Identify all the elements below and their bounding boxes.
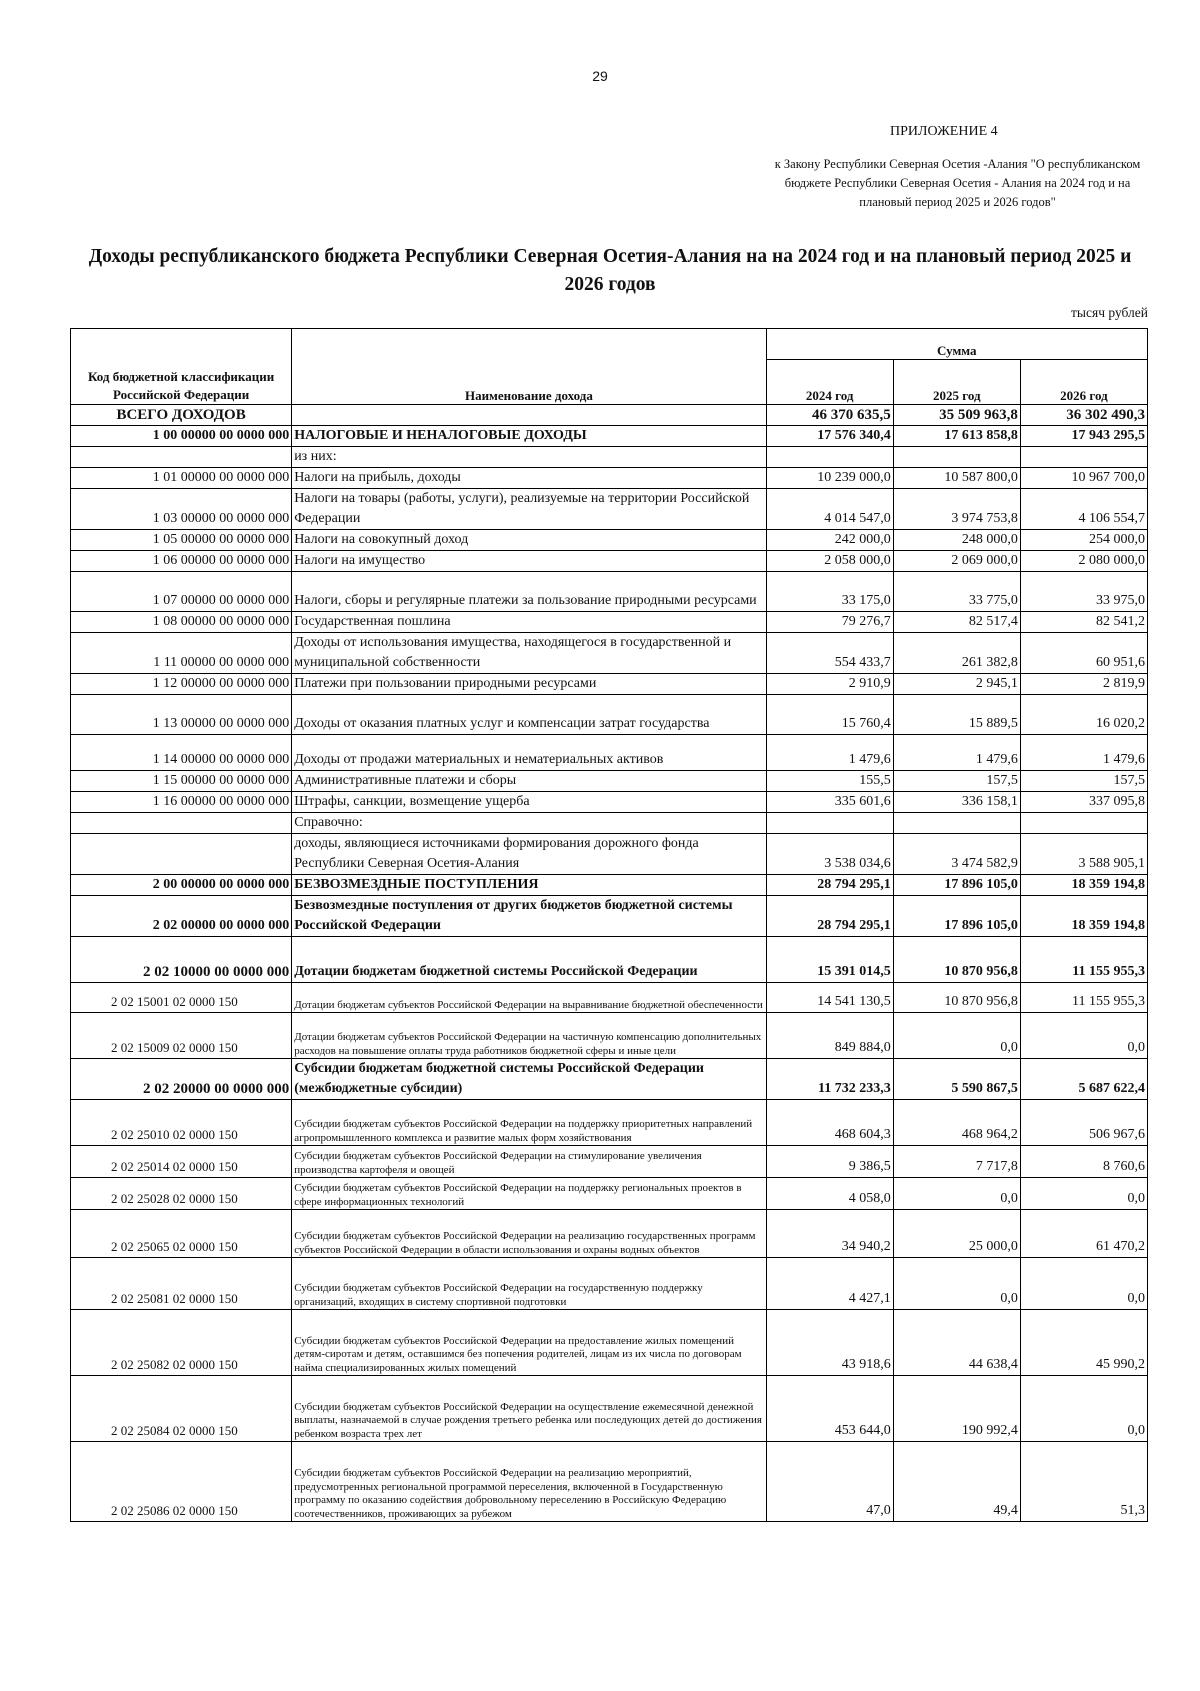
- cell-code: 1 16 00000 00 0000 000: [71, 792, 292, 813]
- cell-code: 2 02 25082 02 0000 150: [71, 1310, 292, 1376]
- cell-code: 2 02 15009 02 0000 150: [71, 1013, 292, 1059]
- cell-2024: 2 058 000,0: [766, 551, 893, 572]
- cell-code: 2 02 25084 02 0000 150: [71, 1376, 292, 1442]
- cell-2025: 157,5: [893, 771, 1020, 792]
- cell-2024: 468 604,3: [766, 1100, 893, 1146]
- cell-2024: 9 386,5: [766, 1146, 893, 1178]
- cell-name: Доходы от продажи материальных и нематериальных активов: [292, 735, 766, 771]
- cell-2026: 337 095,8: [1020, 792, 1147, 813]
- cell-2024: 453 644,0: [766, 1376, 893, 1442]
- cell-2024: 3 538 034,6: [766, 834, 893, 875]
- cell-2025: 10 587 800,0: [893, 468, 1020, 489]
- cell-name: Субсидии бюджетам бюджетной системы Российской Федерации (межбюджетные субсидии): [292, 1059, 766, 1100]
- cell-name: Субсидии бюджетам субъектов Российской Федерации на государственную поддержку организаций, входящих в систему спортивной подготовки: [292, 1258, 766, 1310]
- cell-name: Дотации бюджетам субъектов Российской Федерации на выравнивание бюджетной обеспеченности: [292, 983, 766, 1013]
- cell-2026: 1 479,6: [1020, 735, 1147, 771]
- cell-2026: 61 470,2: [1020, 1210, 1147, 1258]
- cell-2025: 3 974 753,8: [893, 489, 1020, 530]
- cell-2025: 17 896 105,0: [893, 875, 1020, 896]
- header-year-2024: 2024 год: [766, 360, 893, 405]
- cell-2025: 1 479,6: [893, 735, 1020, 771]
- table-row: [71, 1210, 1148, 1258]
- cell-name: из них:: [292, 447, 766, 468]
- cell-2024: 28 794 295,1: [766, 896, 893, 937]
- table-row: [71, 551, 1148, 572]
- cell-code: [71, 447, 292, 468]
- cell-2024: 15 391 014,5: [766, 937, 893, 983]
- cell-name: Дотации бюджетам субъектов Российской Федерации на частичную компенсацию дополнительных расходов на повышение оплаты труда работников бюджетной сферы и иные цели: [292, 1013, 766, 1059]
- cell-2026: 3 588 905,1: [1020, 834, 1147, 875]
- cell-2024: 10 239 000,0: [766, 468, 893, 489]
- cell-2025: 82 517,4: [893, 612, 1020, 633]
- cell-2024: 1 479,6: [766, 735, 893, 771]
- table-row: [71, 937, 1148, 983]
- table-row: [71, 405, 1148, 426]
- cell-code: [71, 813, 292, 834]
- cell-code: 2 02 25086 02 0000 150: [71, 1442, 292, 1522]
- table-row: [71, 674, 1148, 695]
- cell-2026: 0,0: [1020, 1013, 1147, 1059]
- table-row: [71, 813, 1148, 834]
- cell-name: Субсидии бюджетам субъектов Российской Федерации на осуществление ежемесячной денежной выплаты, назначаемой в случае рождения третьего ребенка или последующих детей до достижения ребенком возраста трех лет: [292, 1376, 766, 1442]
- cell-2024: [766, 447, 893, 468]
- cell-2024: 46 370 635,5: [766, 405, 893, 426]
- table-row: [71, 426, 1148, 447]
- cell-2026: [1020, 813, 1147, 834]
- cell-2026: 0,0: [1020, 1178, 1147, 1210]
- cell-2025: 2 945,1: [893, 674, 1020, 695]
- cell-2026: [1020, 447, 1147, 468]
- cell-name: Административные платежи и сборы: [292, 771, 766, 792]
- cell-2026: 18 359 194,8: [1020, 875, 1147, 896]
- cell-2024: 17 576 340,4: [766, 426, 893, 447]
- cell-code: 1 08 00000 00 0000 000: [71, 612, 292, 633]
- table-row: [71, 875, 1148, 896]
- cell-name: Субсидии бюджетам субъектов Российской Федерации на предоставление жилых помещений детям-сиротам и детям, оставшимся без попечения родителей, лицам из их числа по договорам найма специализированных жилых помещений: [292, 1310, 766, 1376]
- cell-code: 2 02 25010 02 0000 150: [71, 1100, 292, 1146]
- cell-name: Субсидии бюджетам субъектов Российской Федерации на реализацию мероприятий, предусмотренных региональной программой переселения, включенной в Государственную программу по оказанию содействия добровольному переселению в Российскую Федерацию соотечественников, проживающих за рубежом: [292, 1442, 766, 1522]
- cell-2024: 15 760,4: [766, 695, 893, 735]
- cell-code: 2 02 20000 00 0000 000: [71, 1059, 292, 1100]
- table-row: [71, 468, 1148, 489]
- cell-2025: 5 590 867,5: [893, 1059, 1020, 1100]
- cell-2025: 10 870 956,8: [893, 983, 1020, 1013]
- table-row: [71, 1310, 1148, 1376]
- cell-name: Штрафы, санкции, возмещение ущерба: [292, 792, 766, 813]
- table-row: [71, 633, 1148, 674]
- cell-2024: 242 000,0: [766, 530, 893, 551]
- cell-name: НАЛОГОВЫЕ И НЕНАЛОГОВЫЕ ДОХОДЫ: [292, 426, 766, 447]
- cell-name: Налоги на прибыль, доходы: [292, 468, 766, 489]
- cell-2026: 60 951,6: [1020, 633, 1147, 674]
- cell-name: Справочно:: [292, 813, 766, 834]
- cell-2025: 0,0: [893, 1258, 1020, 1310]
- table-row: [71, 447, 1148, 468]
- cell-2025: [893, 813, 1020, 834]
- cell-code: 1 05 00000 00 0000 000: [71, 530, 292, 551]
- cell-code: 1 14 00000 00 0000 000: [71, 735, 292, 771]
- cell-2025: 49,4: [893, 1442, 1020, 1522]
- cell-2024: 79 276,7: [766, 612, 893, 633]
- cell-2026: 2 080 000,0: [1020, 551, 1147, 572]
- cell-2025: 25 000,0: [893, 1210, 1020, 1258]
- table-row: [71, 1178, 1148, 1210]
- cell-2026: 17 943 295,5: [1020, 426, 1147, 447]
- cell-name: Субсидии бюджетам субъектов Российской Федерации на поддержку региональных проектов в сфере информационных технологий: [292, 1178, 766, 1210]
- cell-2024: 155,5: [766, 771, 893, 792]
- cell-name: Субсидии бюджетам субъектов Российской Федерации на поддержку приоритетных направлений агропромышленного комплекса и развитие малых форм хозяйствования: [292, 1100, 766, 1146]
- cell-name: [292, 405, 766, 426]
- cell-2025: 17 613 858,8: [893, 426, 1020, 447]
- cell-2024: 11 732 233,3: [766, 1059, 893, 1100]
- appendix-label: ПРИЛОЖЕНИЕ 4: [890, 124, 998, 139]
- cell-2024: 34 940,2: [766, 1210, 893, 1258]
- header-sum: Сумма: [766, 329, 1147, 360]
- table-row: [71, 1258, 1148, 1310]
- table-row: [71, 792, 1148, 813]
- table-row: [71, 896, 1148, 937]
- cell-code: 2 02 25065 02 0000 150: [71, 1210, 292, 1258]
- table-row: [71, 834, 1148, 875]
- table-row: [71, 572, 1148, 612]
- header-year-2026: 2026 год: [1020, 360, 1147, 405]
- header-code: Код бюджетной классификации Российской Федерации: [71, 329, 292, 405]
- revenue-table: [70, 328, 1148, 1522]
- cell-code: 2 00 00000 00 0000 000: [71, 875, 292, 896]
- cell-2025: 35 509 963,8: [893, 405, 1020, 426]
- cell-2025: 0,0: [893, 1013, 1020, 1059]
- table-row: [71, 1146, 1148, 1178]
- cell-2026: 8 760,6: [1020, 1146, 1147, 1178]
- header-name: Наименование дохода: [292, 329, 766, 405]
- cell-2025: [893, 447, 1020, 468]
- table-row: [71, 771, 1148, 792]
- cell-code: 1 00 00000 00 0000 000: [71, 426, 292, 447]
- cell-2025: 17 896 105,0: [893, 896, 1020, 937]
- cell-2025: 15 889,5: [893, 695, 1020, 735]
- cell-2026: 36 302 490,3: [1020, 405, 1147, 426]
- appendix-text: к Закону Республики Северная Осетия -Алания "О республиканском бюджете Республики Северная Осетия - Алания на 2024 год и на плановый период 2025 и 2026 годов": [774, 157, 1141, 209]
- cell-2024: 2 910,9: [766, 674, 893, 695]
- cell-2025: 33 775,0: [893, 572, 1020, 612]
- cell-code: 2 02 00000 00 0000 000: [71, 896, 292, 937]
- units-label: тысяч рублей: [1071, 305, 1148, 320]
- document-title: Доходы республиканского бюджета Республики Северная Осетия-Алания на на 2024 год и на плановый период 2025 и 2026 годов: [88, 246, 1132, 295]
- cell-code: 2 02 25014 02 0000 150: [71, 1146, 292, 1178]
- table-row: [71, 1442, 1148, 1522]
- cell-code: [71, 834, 292, 875]
- cell-code: 2 02 25081 02 0000 150: [71, 1258, 292, 1310]
- cell-2025: 2 069 000,0: [893, 551, 1020, 572]
- cell-2025: 336 158,1: [893, 792, 1020, 813]
- table-row: [71, 489, 1148, 530]
- cell-2026: 51,3: [1020, 1442, 1147, 1522]
- cell-2026: 2 819,9: [1020, 674, 1147, 695]
- cell-2025: 248 000,0: [893, 530, 1020, 551]
- cell-2025: 3 474 582,9: [893, 834, 1020, 875]
- cell-name: Налоги на имущество: [292, 551, 766, 572]
- cell-name: Субсидии бюджетам субъектов Российской Федерации на стимулирование увеличения производства картофеля и овощей: [292, 1146, 766, 1178]
- cell-name: Доходы от использования имущества, находящегося в государственной и муниципальной собственности: [292, 633, 766, 674]
- table-row: [71, 612, 1148, 633]
- cell-2025: 7 717,8: [893, 1146, 1020, 1178]
- cell-2025: 44 638,4: [893, 1310, 1020, 1376]
- table-row: [71, 695, 1148, 735]
- cell-2024: 4 427,1: [766, 1258, 893, 1310]
- cell-name: БЕЗВОЗМЕЗДНЫЕ ПОСТУПЛЕНИЯ: [292, 875, 766, 896]
- cell-2026: 11 155 955,3: [1020, 983, 1147, 1013]
- cell-2024: 849 884,0: [766, 1013, 893, 1059]
- cell-code: ВСЕГО ДОХОДОВ: [71, 405, 292, 426]
- cell-code: 2 02 25028 02 0000 150: [71, 1178, 292, 1210]
- cell-name: Платежи при пользовании природными ресурсами: [292, 674, 766, 695]
- table-row: [71, 983, 1148, 1013]
- cell-name: Дотации бюджетам бюджетной системы Российской Федерации: [292, 937, 766, 983]
- cell-2024: 28 794 295,1: [766, 875, 893, 896]
- cell-code: 2 02 15001 02 0000 150: [71, 983, 292, 1013]
- cell-2024: 4 014 547,0: [766, 489, 893, 530]
- cell-name: Государственная пошлина: [292, 612, 766, 633]
- cell-2026: 0,0: [1020, 1258, 1147, 1310]
- cell-2026: 18 359 194,8: [1020, 896, 1147, 937]
- cell-code: 1 01 00000 00 0000 000: [71, 468, 292, 489]
- cell-2024: 335 601,6: [766, 792, 893, 813]
- cell-name: Налоги, сборы и регулярные платежи за пользование природными ресурсами: [292, 572, 766, 612]
- cell-code: 1 13 00000 00 0000 000: [71, 695, 292, 735]
- cell-2026: 157,5: [1020, 771, 1147, 792]
- cell-2026: 254 000,0: [1020, 530, 1147, 551]
- cell-2024: 554 433,7: [766, 633, 893, 674]
- cell-2026: 10 967 700,0: [1020, 468, 1147, 489]
- cell-2024: [766, 813, 893, 834]
- table-body: [71, 405, 1148, 1522]
- table-row: [71, 1013, 1148, 1059]
- cell-2026: 506 967,6: [1020, 1100, 1147, 1146]
- cell-code: 1 03 00000 00 0000 000: [71, 489, 292, 530]
- page-number: 29: [592, 68, 608, 84]
- cell-2024: 43 918,6: [766, 1310, 893, 1376]
- cell-2025: 10 870 956,8: [893, 937, 1020, 983]
- table-row: [71, 530, 1148, 551]
- cell-name: Доходы от оказания платных услуг и компенсации затрат государства: [292, 695, 766, 735]
- header-year-2025: 2025 год: [893, 360, 1020, 405]
- cell-2026: 11 155 955,3: [1020, 937, 1147, 983]
- cell-code: 1 12 00000 00 0000 000: [71, 674, 292, 695]
- cell-2025: 190 992,4: [893, 1376, 1020, 1442]
- cell-name: Субсидии бюджетам субъектов Российской Федерации на реализацию государственных программ субъектов Российской Федерации в области использования и охраны водных объектов: [292, 1210, 766, 1258]
- cell-2025: 468 964,2: [893, 1100, 1020, 1146]
- table-row: [71, 1059, 1148, 1100]
- cell-2026: 33 975,0: [1020, 572, 1147, 612]
- cell-2026: 16 020,2: [1020, 695, 1147, 735]
- cell-name: доходы, являющиеся источниками формирования дорожного фонда Республики Северная Осетия-Алания: [292, 834, 766, 875]
- cell-2025: 0,0: [893, 1178, 1020, 1210]
- table-row: [71, 735, 1148, 771]
- cell-2026: 82 541,2: [1020, 612, 1147, 633]
- cell-2026: 4 106 554,7: [1020, 489, 1147, 530]
- cell-2026: 0,0: [1020, 1376, 1147, 1442]
- cell-2024: 47,0: [766, 1442, 893, 1522]
- cell-2024: 14 541 130,5: [766, 983, 893, 1013]
- cell-code: 1 11 00000 00 0000 000: [71, 633, 292, 674]
- cell-2026: 45 990,2: [1020, 1310, 1147, 1376]
- cell-2024: 33 175,0: [766, 572, 893, 612]
- cell-name: Безвозмездные поступления от других бюджетов бюджетной системы Российской Федерации: [292, 896, 766, 937]
- table-row: [71, 1100, 1148, 1146]
- cell-name: Налоги на товары (работы, услуги), реализуемые на территории Российской Федерации: [292, 489, 766, 530]
- cell-2025: 261 382,8: [893, 633, 1020, 674]
- cell-name: Налоги на совокупный доход: [292, 530, 766, 551]
- cell-2026: 5 687 622,4: [1020, 1059, 1147, 1100]
- cell-code: 1 07 00000 00 0000 000: [71, 572, 292, 612]
- cell-code: 1 06 00000 00 0000 000: [71, 551, 292, 572]
- cell-code: 1 15 00000 00 0000 000: [71, 771, 292, 792]
- cell-code: 2 02 10000 00 0000 000: [71, 937, 292, 983]
- cell-2024: 4 058,0: [766, 1178, 893, 1210]
- table-row: [71, 1376, 1148, 1442]
